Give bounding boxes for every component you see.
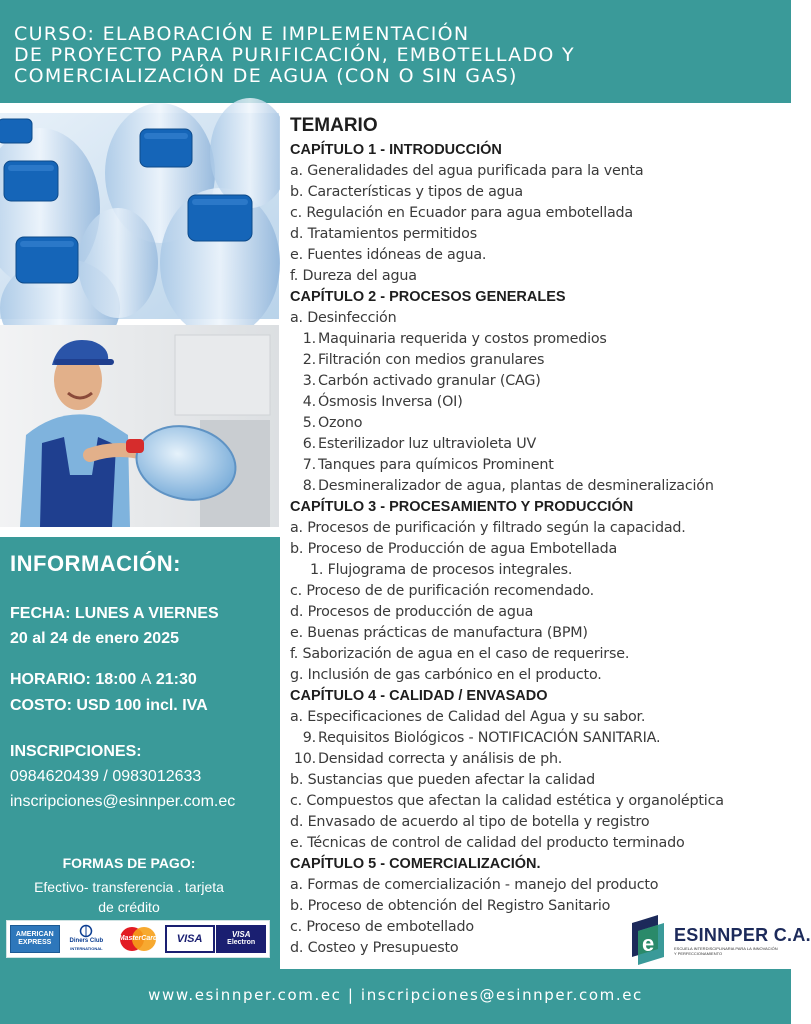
sub-list-item (290, 728, 785, 749)
list-item: e. Técnicas de control de calidad del producto terminado (290, 835, 685, 851)
list-item: d. Tratamientos permitidos (290, 226, 477, 242)
payment-cards (6, 920, 270, 958)
visa-electron-card-logo (216, 925, 266, 953)
logo-name: ESINNPER C.A. (674, 924, 811, 945)
chapter-5-title: CAPÍTULO 5 - COMERCIALIZACIÓN. (290, 856, 541, 872)
sub-item-number: 9. (302, 730, 316, 746)
chapter-2-title: CAPÍTULO 2 - PROCESOS GENERALES (290, 289, 566, 305)
left-column (0, 103, 280, 969)
list-item: f. Dureza del agua (290, 268, 417, 284)
sub-list-item (290, 329, 785, 350)
sub-item-text: Ósmosis Inversa (OI) (318, 394, 463, 410)
sub-item-number: 4. (302, 394, 316, 410)
sub-list-item: 1. Flujograma de procesos integrales. (310, 562, 573, 578)
schedule-end: 21:30 (155, 671, 197, 688)
sub-item-text: Esterilizador luz ultravioleta UV (318, 436, 537, 452)
list-item: a. Procesos de purificación y filtrado según la capacidad. (290, 520, 686, 536)
visa-electron-line-2: Electron (227, 939, 256, 946)
amex-card-logo (10, 925, 60, 953)
payment-methods (0, 877, 258, 917)
date-range: 20 al 24 de enero 2025 (10, 630, 179, 647)
list-item: d. Envasado de acuerdo al tipo de botella y registro (290, 814, 650, 830)
course-title (14, 24, 774, 87)
sub-list-item (290, 455, 785, 476)
footer-banner (0, 969, 791, 1024)
registration-label: INSCRIPCIONES: (10, 743, 142, 760)
list-item: c. Regulación en Ecuador para agua embotellada (290, 205, 633, 221)
list-item: e. Fuentes idóneas de agua. (290, 247, 487, 263)
logo-tagline: ESCUELA INTERDISCIPLINARIA PARA LA INNOVACIÓN Y PERFECCIONAMIENTO (674, 945, 778, 956)
sub-item-number: 3. (302, 373, 316, 389)
footer-contact[interactable]: www.esinnper.com.ec | inscripciones@esinnper.com.ec (148, 986, 643, 1004)
list-item: b. Proceso de Producción de agua Embotellada (290, 541, 618, 557)
list-item: a. Desinfección (290, 310, 397, 326)
sub-list-item (290, 476, 785, 497)
schedule-separator: A (140, 671, 152, 688)
payment-methods-line-1: Efectivo- transferencia . tarjeta (34, 879, 224, 895)
svg-text:e: e (642, 931, 655, 956)
list-item: c. Proceso de de purificación recomendado. (290, 583, 594, 599)
registration-email[interactable]: inscripciones@esinnper.com.ec (10, 793, 236, 810)
date-label: FECHA: LUNES A VIERNES (10, 605, 219, 622)
sub-item-text: Densidad correcta y análisis de ph. (318, 751, 563, 767)
sub-item-text: Requisitos Biológicos - NOTIFICACIÓN SANITARIA. (318, 730, 661, 746)
payment-title: FORMAS DE PAGO: (62, 855, 196, 871)
visa-electron-line-1: VISA (231, 930, 251, 939)
sub-item-number: 7. (302, 457, 316, 473)
list-item: e. Buenas prácticas de manufactura (BPM) (290, 625, 588, 641)
amex-line-1: AMERICAN (15, 931, 54, 938)
sub-list-item (290, 749, 785, 770)
esinnper-logo-icon (628, 915, 668, 965)
sub-item-text: Ozono (318, 415, 363, 431)
chapter-1-title: CAPÍTULO 1 - INTRODUCCIÓN (290, 142, 502, 158)
phone-numbers[interactable]: 0984620439 / 0983012633 (10, 768, 202, 785)
payment-methods-line-2: de crédito (98, 899, 160, 915)
schedule-start: HORARIO: 18:00 (10, 671, 137, 688)
sub-item-text: Maquinaria requerida y costos promedios (318, 331, 607, 347)
header-banner (0, 0, 791, 103)
sub-item-number: 2. (302, 352, 316, 368)
sub-item-number: 6. (302, 436, 316, 452)
diners-line-1: Diners Club (69, 938, 104, 944)
course-title-line-1: CURSO: ELABORACIÓN E IMPLEMENTACIÓN (14, 23, 470, 45)
mastercard-label: MasterCard (118, 935, 158, 942)
info-title: INFORMACIÓN: (10, 551, 181, 576)
amex-line-2: EXPRESS (18, 939, 52, 946)
syllabus (290, 115, 785, 959)
visa-card-logo: VISA (165, 925, 215, 953)
sub-item-text: Carbón activado granular (CAG) (318, 373, 541, 389)
water-bottles-photo (0, 113, 279, 319)
list-item: d. Procesos de producción de agua (290, 604, 534, 620)
cost: COSTO: USD 100 incl. IVA (10, 697, 208, 714)
esinnper-logo (628, 915, 811, 965)
sub-item-text: Filtración con medios granulares (318, 352, 545, 368)
list-item: b. Sustancias que pueden afectar la calidad (290, 772, 596, 788)
mastercard-logo (113, 925, 163, 953)
sub-item-text: Desmineralizador de agua, plantas de desmineralización (318, 478, 714, 494)
diners-card-logo (61, 925, 111, 953)
sub-list-item (290, 413, 785, 434)
list-item: b. Proceso de obtención del Registro Sanitario (290, 898, 611, 914)
diners-mark-icon (78, 925, 94, 937)
list-item: a. Formas de comercialización - manejo del producto (290, 877, 659, 893)
list-item: f. Saborización de agua en el caso de requerirse. (290, 646, 630, 662)
list-item: d. Costeo y Presupuesto (290, 940, 459, 956)
worker-with-water-jug-photo (0, 325, 279, 527)
sub-list-item (290, 350, 785, 371)
list-item: c. Proceso de embotellado (290, 919, 474, 935)
course-title-line-3: COMERCIALIZACIÓN DE AGUA (CON O SIN GAS) (14, 65, 518, 87)
sub-item-number: 10. (293, 751, 316, 767)
list-item: g. Inclusión de gas carbónico en el producto. (290, 667, 602, 683)
schedule (10, 671, 197, 689)
sub-list-item (290, 371, 785, 392)
chapter-3-title: CAPÍTULO 3 - PROCESAMIENTO Y PRODUCCIÓN (290, 499, 634, 515)
chapter-4-title: CAPÍTULO 4 - CALIDAD / ENVASADO (290, 688, 548, 704)
list-item: c. Compuestos que afectan la calidad estética y organoléptica (290, 793, 724, 809)
list-item: b. Características y tipos de agua (290, 184, 523, 200)
course-title-line-2: DE PROYECTO PARA PURIFICACIÓN, EMBOTELLADO Y (14, 44, 575, 66)
list-item: a. Especificaciones de Calidad del Agua y su sabor. (290, 709, 646, 725)
sub-item-number: 1. (302, 331, 316, 347)
sub-item-number: 8. (302, 478, 316, 494)
sub-list-item (290, 434, 785, 455)
sub-list-item (290, 392, 785, 413)
sub-item-text: Tanques para químicos Prominent (318, 457, 554, 473)
sub-item-number: 5. (302, 415, 316, 431)
syllabus-title: TEMARIO (290, 115, 378, 136)
logo-text (674, 925, 811, 956)
list-item: a. Generalidades del agua purificada para la venta (290, 163, 644, 179)
diners-line-2: INTERNATIONAL (70, 946, 103, 951)
info-panel (0, 537, 280, 969)
syllabus-panel (280, 103, 811, 969)
